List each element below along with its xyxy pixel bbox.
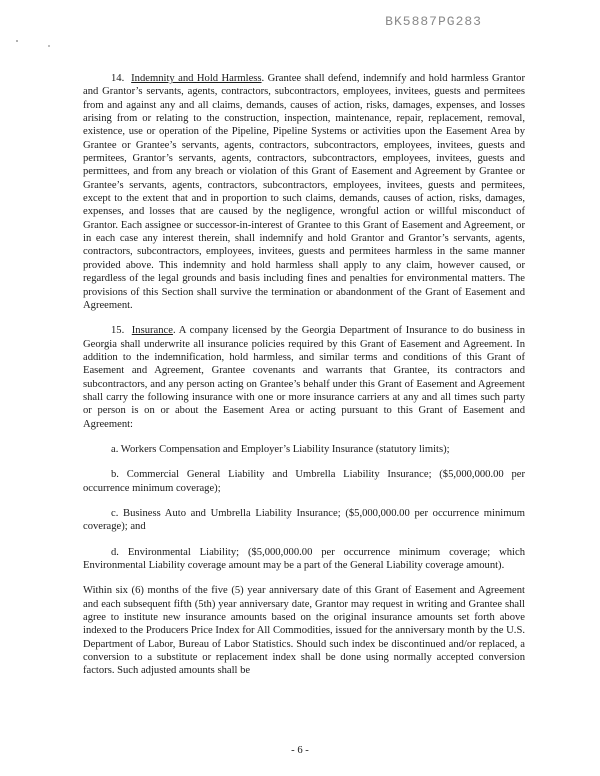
section-14-body: . Grantee shall defend, indemnify and hold harmless Grantor and Grantor’s servants, agents, contractors, subcontractors, employees, invitees, guests and permitees from and against any and all claims, demands, causes of action, risks, damages, expenses, and losses arising from or relating to the construction, inspection, maintenance, repair, replacement, removal, existence, use or operation of the Pipeline, Pipeline Systems or activities upon the Easement Area by Grantee or Grantee’s servants, agents, contractors, subcontractors, employees, invitees, guests and permitees, Grantor’s servants, agents, contractors, subcontractors, employees, invitees, guests and permittees, and from any breach or violation of this Grant of Easement and Agreement by Grantee or Grantee’s servants, agents, contractors, subcontractors, employees, invitees, guests and permitees, except to the extent that and in proportion to such claims, demands, causes of action, risks, damages, expenses, and losses that are caused by the negligence, wrongful action or willful misconduct of Grantor. Each assignee or successor-in-interest of Grantee to this Grant of Easement and Agreement, or in each case any interest therein, shall indemnify and hold Grantor and Grantor’s servants, agents, contractors, subcontractors, employees, invitees, guests and permitees harmless in the same manner provided above. This indemnity and hold harmless shall apply to any claim, however caused, or regardless of the legal grounds and basis including fines and penalties for environmental matters. The provisions of this Section shall survive the termination or abandonment of the Grant of Easement and Agreement. xyxy=(83,73,525,311)
document-body xyxy=(83,72,525,690)
book-page-stamp: BK5887PG283 xyxy=(385,14,482,29)
section-15-body: . A company licensed by the Georgia Department of Insurance to do business in Georgia shall underwrite all insurance policies required by this Grant of Easement and Agreement. In addition to the indemnification, hold harmless, and similar terms and conditions of this Grant of Easement and Agreement, Grantee covenants and warrants that Grantee, its contractors and subcontractors, and any person acting on Grantee’s behalf under this Grant of Easement and Agreement shall carry the following insurance with one or more insurance carriers at any and all times such party or person is on or about the Easement Area or acting pursuant to this Grant of Easement and Agreement: xyxy=(83,325,526,430)
page-number: - 6 - xyxy=(291,745,309,756)
closing-paragraph: Within six (6) months of the five (5) year anniversary date of this Grant of Easement and Agreement and each subsequent fifth (5th) year anniversary date, Grantor may request in writing and Grantee shall agree to institute new insurance amounts based on the original insurance amounts set forth above indexed to the Producers Price Index for All Commodities, issued for the anniversary month by the U.S. Department of Labor, Bureau of Labor Statistics. Should such index be discontinued and/or replaced, a conversion to a substitute or replacement index shall be done using normally accepted conversion factors. Such adjusted amounts shall be xyxy=(83,585,525,677)
scan-speck xyxy=(16,40,18,42)
section-15-number: 15. xyxy=(111,325,125,337)
insurance-item-b: b. Commercial General Liability and Umbrella Liability Insurance; ($5,000,000.00 per occurrence minimum coverage); xyxy=(83,469,525,494)
insurance-item-c: c. Business Auto and Umbrella Liability Insurance; ($5,000,000.00 per occurrence minimum coverage); and xyxy=(83,507,525,533)
section-14-paragraph xyxy=(83,72,525,312)
section-14-number: 14. xyxy=(111,73,125,84)
insurance-item-d: d. Environmental Liability; ($5,000,000.00 per occurrence minimum coverage; which Environmental Liability coverage amount may be a part of the General Liability coverage amount). xyxy=(83,546,525,571)
scan-speck xyxy=(48,45,50,47)
insurance-item-a: a. Workers Compensation and Employer’s Liability Insurance (statutory limits); xyxy=(111,443,450,455)
section-15-heading: Insurance xyxy=(131,325,173,337)
section-14-heading: Indemnity and Hold Harmless xyxy=(131,73,262,84)
section-15-paragraph xyxy=(83,324,525,431)
